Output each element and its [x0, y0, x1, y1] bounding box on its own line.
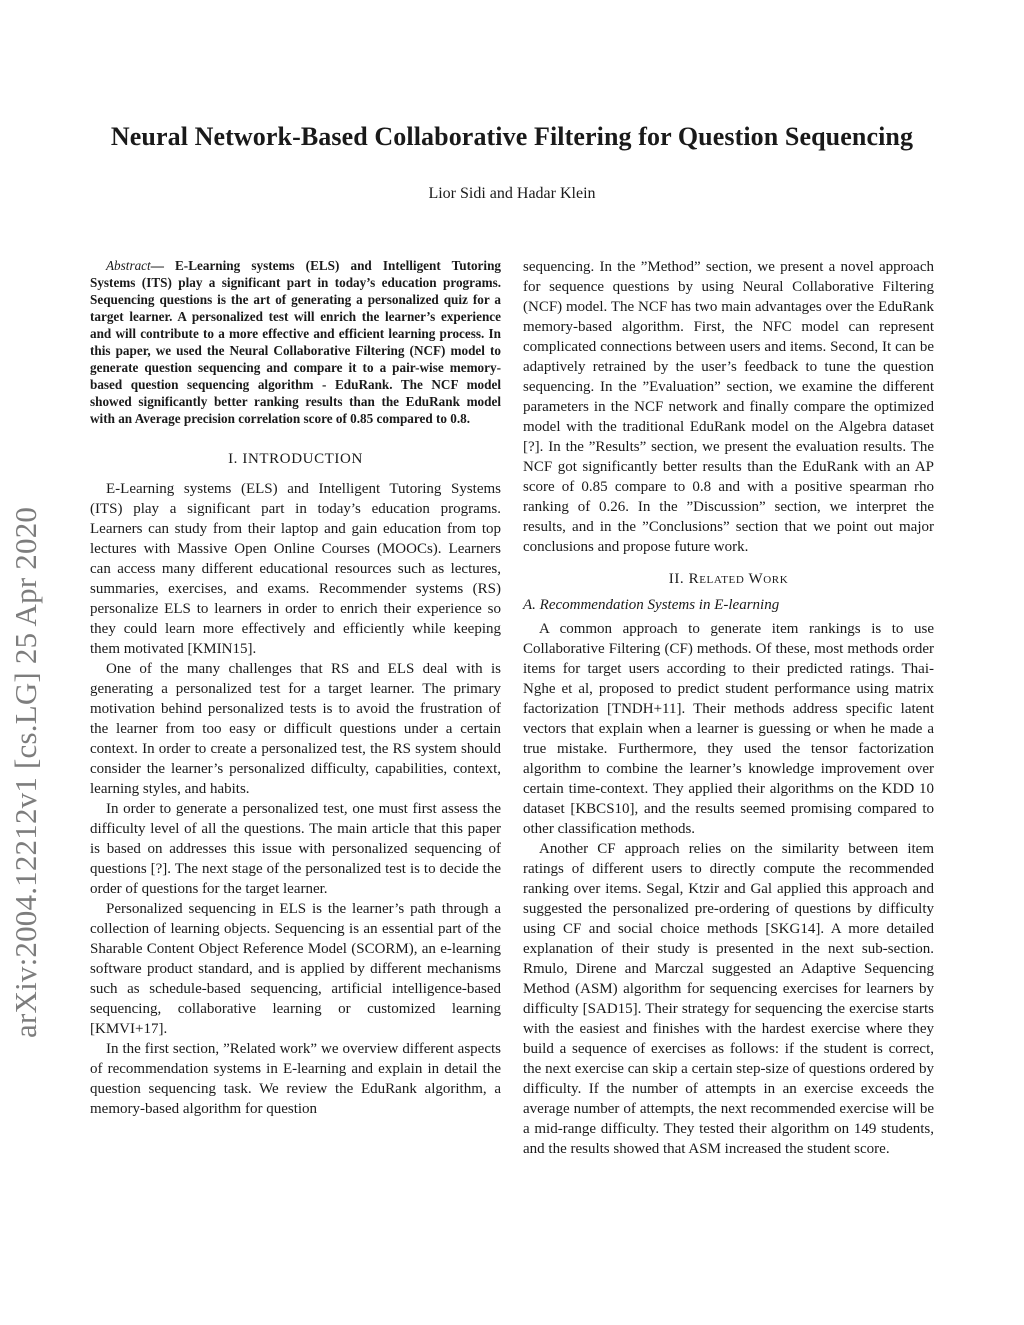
- right-column: [523, 257, 934, 1159]
- related-work-heading: II. Related Work: [668, 571, 789, 587]
- intro-paragraph-5-continued: sequencing. In the ”Method” section, we present a novel approach for sequence questions by using Neural Collaborative Filtering (NCF) model. The NCF has two main advantages over the EduRank memory-based algorithm. First, the NFC model can represent complicated connections between users and items. Second, It can be adaptively retrained by the user’s feedback to tune the question sequencing. In the ”Evaluation” section, we examine the different parameters in the NCF network and finally compare the optimized model with the traditional EduRank model on the Algebra dataset [?]. In the ”Results” section, we present the evaluation results. The NCF got significantly better results than the EduRank with an AP score of 0.85 compare to 0.8 and with a positive spearman rho ranking of 0.26. In the ”Discussion” section, we interpret the results, and in the ”Conclusions” section that we point out major conclusions and propose future work.: [523, 259, 934, 555]
- related-paragraph-2: Another CF approach relies on the similarity between item ratings of different users to directly compute the recommended ranking over items. Segal, Ktzir and Gal applied this approach and suggested the personalized pre-ordering of questions by difficulty using CF and social choice methods [SKG14]. A more detailed explanation of their study is presented in the next sub-section. Rmulo, Direne and Marczal suggested an Adaptive Sequencing Method (ASM) algorithm for sequencing exercises for learners by difficulty [SAD15]. Their strategy for sequencing the exercise starts with the easiest and finishes with the hardest exercise where they build a sequence of exercises as follows: if the student is correct, the next exercise can skip a certain step-size of questions ordered by difficulty. If the number of attempts in an exercise exceeds the average number of attempts, the next recommended exercise will be a mid-range difficulty. They tested their algorithm on 149 students, and the results showed that ASM increased the student score.: [523, 841, 934, 1157]
- abstract: [90, 257, 501, 427]
- intro-paragraph-4: Personalized sequencing in ELS is the learner’s path through a collection of learning objects. Sequencing is an essential part of the Sharable Content Object Reference Model (SCORM), an e-learning software product standard, and is applied by different mechanisms such as schedule-based sequencing, artificial intelligence-based sequencing, collaborative learning or customized learning [KMVI+17].: [90, 901, 501, 1037]
- related-subheading: A. Recommendation Systems in E-learning: [523, 597, 780, 613]
- paper-title: Neural Network-Based Collaborative Filtering for Question Sequencing: [110, 122, 914, 151]
- intro-paragraph-5: In the first section, ”Related work” we overview different aspects of recommendation systems in E-learning and explain in detail the question sequencing task. We review the EduRank algorithm, a memory-based algorithm for question: [90, 1041, 501, 1117]
- intro-paragraph-1: E-Learning systems (ELS) and Intelligent Tutoring Systems (ITS) play a significant part in today’s education programs. Learners can study from their laptop and gain education from top lectures with Massive Open Online Courses (MOOCs). Learners can access many different educational resources such as lectures, summaries, exercises, and exams. Recommender systems (RS) personalize ELS to learners in order to enrich their experience so they could learn more effectively and efficiently while keeping them motivated [KMIN15].: [90, 481, 501, 657]
- abstract-lead: Abstract: [106, 258, 151, 273]
- intro-paragraph-3: In order to generate a personalized test, one must first assess the difficulty level of all the questions. The main article that this paper is based on addresses this issue with personalized sequencing of questions [?]. The next stage of the personalized test is to decide the order of questions for the target learner.: [90, 801, 501, 897]
- left-column: [90, 257, 501, 1119]
- abstract-text: — E-Learning systems (ELS) and Intelligent Tutoring Systems (ITS) play a significant part in today’s education programs. Sequencing questions is the art of generating a personalized quiz for a target learner. A personalized test will enrich the learner’s experience and will contribute to a more effective and efficient learning process. In this paper, we used the Neural Collaborative Filtering (NCF) model to generate question sequencing and compare it to a pair-wise memory-based question sequencing algorithm - EduRank. The NCF model showed significantly better ranking results than the EduRank model with an Average precision correlation score of 0.85 compared to 0.8.: [90, 258, 501, 426]
- paper-authors: Lior Sidi and Hadar Klein: [428, 185, 596, 202]
- intro-paragraph-2: One of the many challenges that RS and ELS deal with is generating a personalized test for a target learner. The primary motivation behind personalized tests is to avoid the frustration of the learner from too easy or difficult questions under a certain context. In order to create a personalized test, the RS system should consider the learner’s personalized difficulty, capabilities, context, learning styles, and habits.: [90, 661, 501, 797]
- intro-heading: I. INTRODUCTION: [228, 451, 363, 467]
- related-paragraph-1: A common approach to generate item rankings is to use Collaborative Filtering (CF) methods. Of these, most methods order items for target users according to their predicted ratings. Thai-Nghe et al, proposed to predict student performance using matrix factorization [TNDH+11]. Their methods address specific latent vectors that explain when a learner is guessing or when he made a true mistake. Furthermore, they used the tensor factorization algorithm to combine the learner’s knowledge improvement over certain time-context. They applied their algorithms on the KDD 10 dataset [KBCS10], and the results seemed promising compared to other classification methods.: [523, 621, 934, 837]
- arxiv-stamp: arXiv:2004.12212v1 [cs.LG] 25 Apr 2020: [8, 506, 43, 1038]
